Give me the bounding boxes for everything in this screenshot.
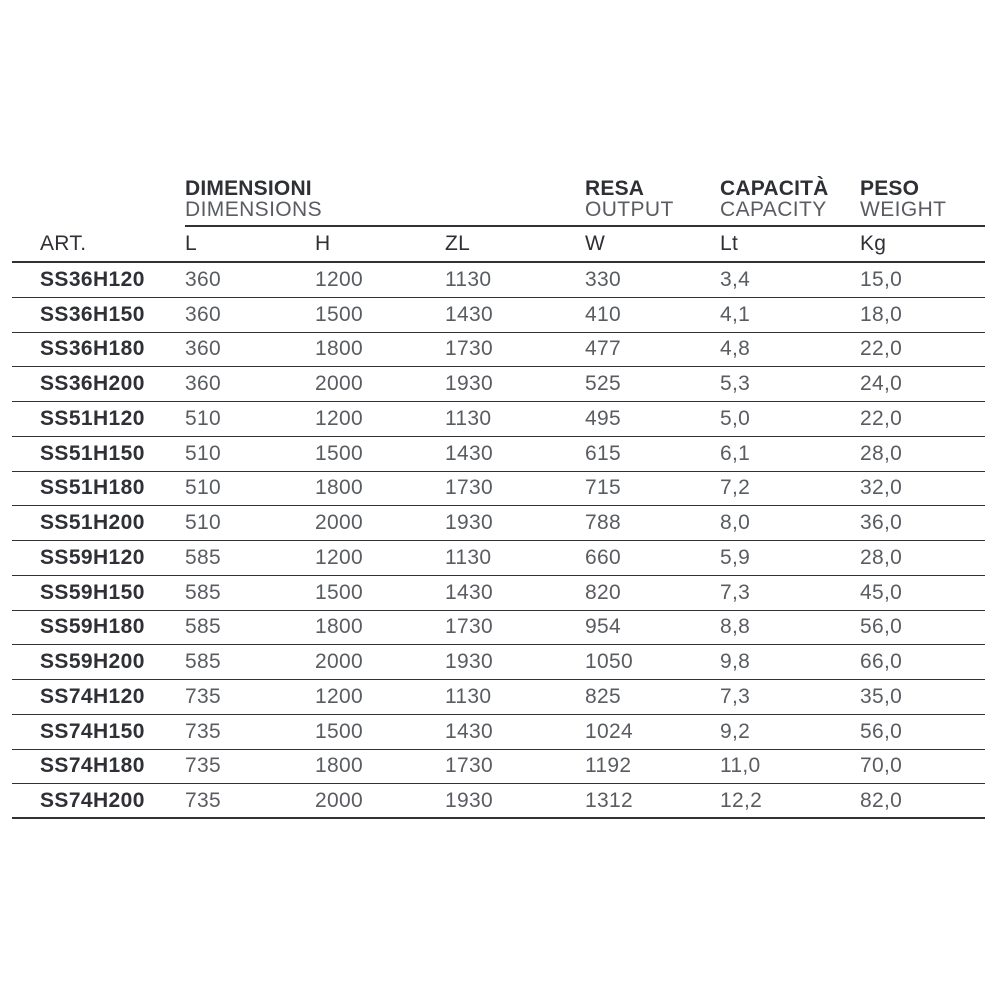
cell-l-value: 735: [185, 684, 221, 708]
cell-kg-value: 28,0: [860, 441, 903, 465]
table-row: [12, 611, 985, 646]
group-title-en: DIMENSIONS: [185, 198, 323, 221]
table-row: [12, 645, 985, 680]
cell-art-code: SS51H150: [40, 441, 145, 465]
cell-lt-value: 7,3: [720, 684, 751, 708]
cell-lt-value: 9,8: [720, 650, 751, 674]
table-row: [12, 506, 985, 541]
column-header-lt: Lt: [720, 231, 739, 255]
cell-w-value: 660: [585, 545, 621, 569]
cell-zl-value: 1130: [445, 406, 492, 430]
table-row: [12, 680, 985, 715]
group-title-en: OUTPUT: [585, 198, 674, 221]
column-header-w: W: [585, 231, 606, 255]
table-body: [12, 263, 985, 819]
cell-h-value: 1800: [315, 754, 363, 778]
table-row: [12, 472, 985, 507]
cell-lt-value: 7,2: [720, 476, 751, 500]
cell-art-code: SS59H120: [40, 545, 145, 569]
group-title-it: PESO: [860, 177, 920, 200]
cell-lt-value: 8,8: [720, 615, 751, 639]
cell-zl-value: 1430: [445, 302, 493, 326]
cell-l-value: 510: [185, 476, 221, 500]
cell-zl-value: 1430: [445, 580, 493, 604]
cell-h-value: 1800: [315, 337, 363, 361]
cell-zl-value: 1930: [445, 650, 493, 674]
group-title-en: WEIGHT: [860, 198, 947, 221]
table-row: [12, 263, 985, 298]
cell-kg-value: 35,0: [860, 684, 903, 708]
cell-art-code: SS74H200: [40, 788, 145, 812]
cell-lt-value: 12,2: [720, 788, 763, 812]
group-dimensioni: [185, 178, 585, 227]
cell-zl-value: 1730: [445, 615, 493, 639]
cell-lt-value: 5,0: [720, 406, 751, 430]
column-header-h: H: [315, 231, 331, 255]
cell-w-value: 1050: [585, 650, 633, 674]
group-resa: [585, 178, 720, 227]
cell-h-value: 1500: [315, 580, 363, 604]
cell-w-value: 477: [585, 337, 621, 361]
group-header-spacer: [12, 178, 185, 227]
cell-l-value: 510: [185, 511, 221, 535]
cell-art-code: SS59H200: [40, 650, 145, 674]
table-row: [12, 367, 985, 402]
cell-lt-value: 11,0: [720, 754, 761, 778]
cell-l-value: 585: [185, 580, 221, 604]
cell-zl-value: 1130: [445, 545, 492, 569]
cell-zl-value: 1430: [445, 719, 493, 743]
group-title-it: CAPACITÀ: [720, 177, 829, 200]
cell-kg-value: 66,0: [860, 650, 903, 674]
group-capacita: [720, 178, 860, 227]
cell-zl-value: 1130: [445, 684, 492, 708]
cell-lt-value: 5,9: [720, 545, 751, 569]
cell-w-value: 788: [585, 511, 621, 535]
table-row: [12, 402, 985, 437]
cell-zl-value: 1730: [445, 754, 493, 778]
cell-l-value: 360: [185, 337, 221, 361]
cell-kg-value: 22,0: [860, 406, 903, 430]
cell-w-value: 495: [585, 406, 621, 430]
cell-kg-value: 56,0: [860, 719, 903, 743]
cell-art-code: SS51H120: [40, 406, 145, 430]
cell-h-value: 2000: [315, 788, 363, 812]
cell-lt-value: 5,3: [720, 372, 751, 396]
cell-h-value: 1200: [315, 267, 363, 291]
cell-l-value: 510: [185, 441, 221, 465]
cell-kg-value: 45,0: [860, 580, 903, 604]
cell-art-code: SS59H180: [40, 615, 145, 639]
cell-kg-value: 18,0: [860, 302, 903, 326]
cell-art-code: SS36H120: [40, 267, 145, 291]
table-row: [12, 333, 985, 368]
cell-kg-value: 22,0: [860, 337, 903, 361]
cell-kg-value: 32,0: [860, 476, 903, 500]
cell-w-value: 1312: [585, 788, 633, 812]
cell-l-value: 360: [185, 302, 221, 326]
cell-kg-value: 36,0: [860, 511, 903, 535]
cell-art-code: SS36H150: [40, 302, 145, 326]
cell-lt-value: 4,8: [720, 337, 751, 361]
group-title-en: CAPACITY: [720, 198, 827, 221]
cell-w-value: 525: [585, 372, 621, 396]
cell-w-value: 715: [585, 476, 621, 500]
cell-w-value: 954: [585, 615, 621, 639]
cell-lt-value: 8,0: [720, 511, 751, 535]
cell-art-code: SS51H180: [40, 476, 145, 500]
table-row: [12, 715, 985, 750]
cell-h-value: 1200: [315, 684, 363, 708]
cell-kg-value: 82,0: [860, 788, 903, 812]
cell-kg-value: 15,0: [860, 267, 903, 291]
column-header-zl: ZL: [445, 231, 471, 255]
cell-l-value: 735: [185, 719, 221, 743]
cell-zl-value: 1730: [445, 476, 493, 500]
cell-art-code: SS74H150: [40, 719, 145, 743]
cell-w-value: 825: [585, 684, 621, 708]
cell-w-value: 615: [585, 441, 621, 465]
cell-h-value: 2000: [315, 650, 363, 674]
cell-w-value: 820: [585, 580, 621, 604]
cell-h-value: 1500: [315, 441, 363, 465]
cell-zl-value: 1130: [445, 267, 492, 291]
cell-h-value: 1800: [315, 615, 363, 639]
column-header-kg: Kg: [860, 231, 887, 255]
cell-w-value: 1192: [585, 754, 632, 778]
cell-zl-value: 1930: [445, 788, 493, 812]
cell-kg-value: 24,0: [860, 372, 903, 396]
cell-art-code: SS36H180: [40, 337, 145, 361]
cell-h-value: 2000: [315, 372, 363, 396]
cell-lt-value: 7,3: [720, 580, 751, 604]
cell-l-value: 585: [185, 650, 221, 674]
table-row: [12, 576, 985, 611]
table-row: [12, 784, 985, 819]
cell-h-value: 1500: [315, 302, 363, 326]
cell-lt-value: 4,1: [720, 302, 751, 326]
group-header-row: [12, 178, 985, 226]
table-row: [12, 750, 985, 785]
cell-l-value: 585: [185, 545, 221, 569]
cell-l-value: 510: [185, 406, 221, 430]
spec-table: [12, 178, 985, 819]
cell-l-value: 360: [185, 372, 221, 396]
table-row: [12, 437, 985, 472]
cell-h-value: 1800: [315, 476, 363, 500]
column-header-row: [12, 226, 985, 263]
cell-h-value: 2000: [315, 511, 363, 535]
cell-l-value: 585: [185, 615, 221, 639]
cell-w-value: 1024: [585, 719, 633, 743]
cell-art-code: SS74H120: [40, 684, 145, 708]
cell-kg-value: 70,0: [860, 754, 903, 778]
cell-zl-value: 1430: [445, 441, 493, 465]
group-title-it: RESA: [585, 177, 645, 200]
cell-art-code: SS51H200: [40, 511, 145, 535]
cell-kg-value: 28,0: [860, 545, 903, 569]
cell-kg-value: 56,0: [860, 615, 903, 639]
cell-art-code: SS74H180: [40, 754, 145, 778]
table-row: [12, 298, 985, 333]
column-header-art: ART.: [40, 231, 87, 255]
table-row: [12, 541, 985, 576]
cell-art-code: SS36H200: [40, 372, 145, 396]
cell-art-code: SS59H150: [40, 580, 145, 604]
cell-w-value: 410: [585, 302, 621, 326]
cell-h-value: 1200: [315, 406, 363, 430]
cell-zl-value: 1730: [445, 337, 493, 361]
cell-h-value: 1500: [315, 719, 363, 743]
cell-l-value: 735: [185, 788, 221, 812]
column-header-l: L: [185, 231, 197, 255]
cell-zl-value: 1930: [445, 511, 493, 535]
cell-zl-value: 1930: [445, 372, 493, 396]
cell-w-value: 330: [585, 267, 621, 291]
cell-lt-value: 9,2: [720, 719, 751, 743]
cell-l-value: 360: [185, 267, 221, 291]
cell-lt-value: 3,4: [720, 267, 751, 291]
cell-lt-value: 6,1: [720, 441, 751, 465]
cell-l-value: 735: [185, 754, 221, 778]
group-peso: [860, 178, 985, 227]
group-title-it: DIMENSIONI: [185, 177, 312, 200]
cell-h-value: 1200: [315, 545, 363, 569]
